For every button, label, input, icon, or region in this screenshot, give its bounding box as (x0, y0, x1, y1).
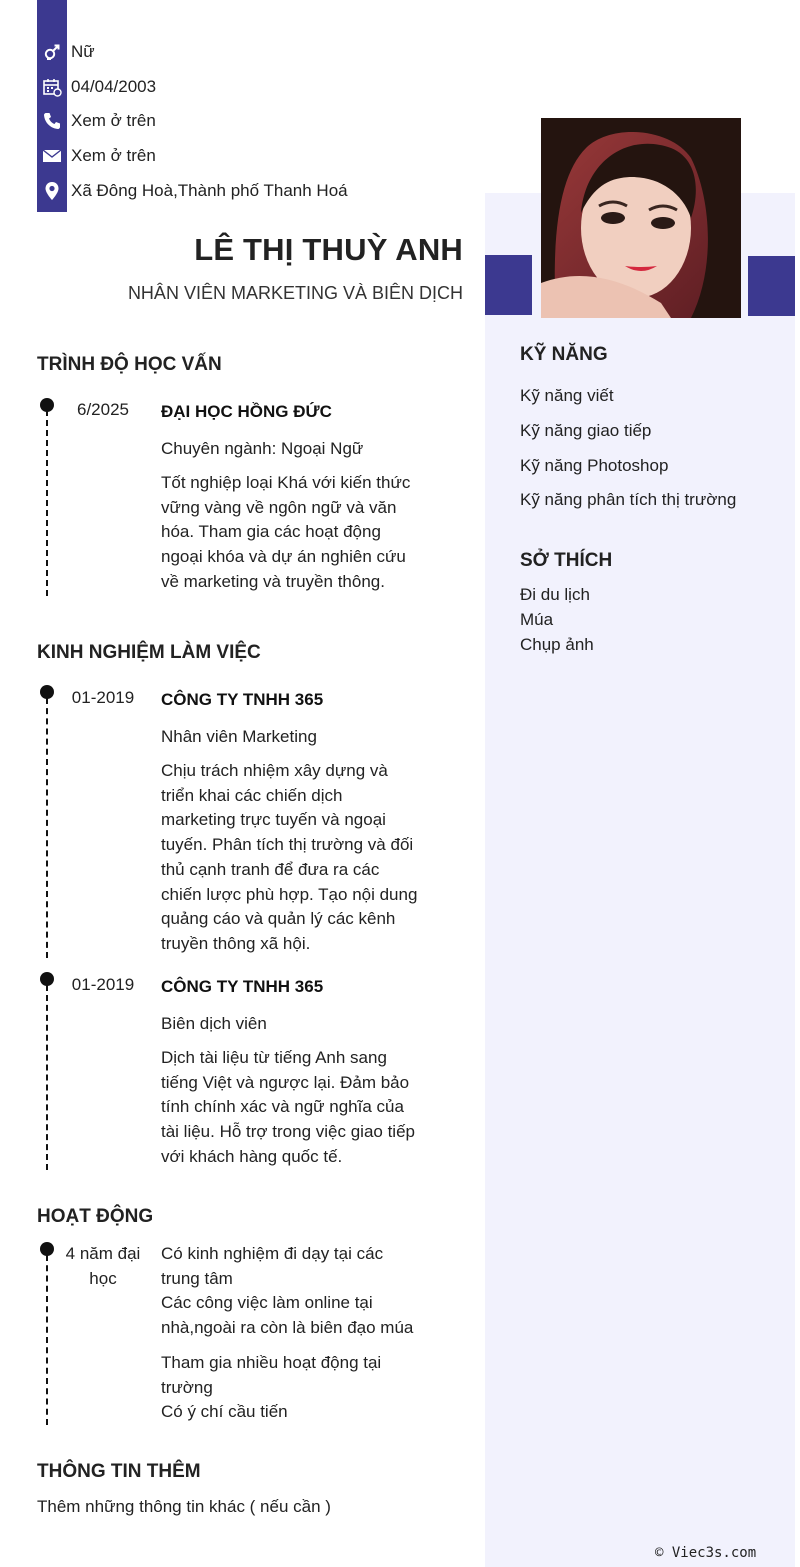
hobbies-title: SỞ THÍCH (520, 550, 613, 571)
skill-item: Kỹ năng phân tích thị trường (520, 490, 737, 509)
email-text: Xem ở trên (71, 146, 156, 165)
timeline-line (46, 410, 48, 596)
education-description: Tốt nghiệp loại Khá với kiến thức vững vàng về ngôn ngữ và văn hóa. Tham gia các hoạt động ngoại khóa và dự án nghiên cứu về marketing và truyền thông. (161, 473, 411, 591)
additional-info-title: THÔNG TIN THÊM (37, 1461, 201, 1482)
skill-item: Kỹ năng giao tiếp (520, 421, 652, 440)
company-name: CÔNG TY TNHH 365 (161, 690, 324, 709)
experience-date: 01-2019 (71, 688, 135, 707)
contact-phone (37, 106, 156, 136)
phone-text: Xem ở trên (71, 111, 156, 130)
gender-icon (37, 37, 67, 67)
photo-frame-right-block (748, 256, 795, 316)
phone-icon (37, 106, 67, 136)
hobby-item: Đi du lịch (520, 585, 590, 604)
additional-info-text: Thêm những thông tin khác ( nếu cần ) (37, 1497, 331, 1516)
location-pin-icon (37, 176, 67, 206)
timeline-line (46, 698, 48, 958)
hobby-item: Chụp ảnh (520, 635, 594, 654)
calendar-icon (37, 72, 67, 102)
education-title: TRÌNH ĐỘ HỌC VẤN (37, 354, 222, 375)
timeline-dot (40, 972, 54, 986)
contact-birthday (37, 72, 156, 102)
timeline-line (46, 985, 48, 1170)
experience-description: Chịu trách nhiệm xây dựng và triển khai các chiến dịch marketing trực tuyến và ngoại tuyến. Phân tích thị trường và đối thủ cạnh tranh để đưa ra các chiến lược phù hợp. Tạo nội dung quảng cáo và quản lý các kênh truyền thông xã hội. (161, 761, 418, 953)
timeline-dot (40, 1242, 54, 1256)
timeline-dot (40, 398, 54, 412)
contact-address (37, 176, 348, 206)
education-date: 6/2025 (77, 400, 129, 419)
major: Chuyên ngành: Ngoại Ngữ (161, 439, 364, 458)
experience-title: KINH NGHIỆM LÀM VIỆC (37, 642, 261, 663)
activity-description: Tham gia nhiều hoạt động tại trường Có ý chí cầu tiến (161, 1353, 382, 1422)
birthday-text: 04/04/2003 (71, 77, 157, 96)
experience-date: 01-2019 (71, 975, 135, 994)
hobby-item: Múa (520, 610, 554, 629)
position: Biên dịch viên (161, 1014, 267, 1033)
timeline-line (46, 1255, 48, 1425)
skill-item: Kỹ năng viết (520, 386, 614, 405)
activity-description: Có kinh nghiệm đi dạy tại các trung tâm Các công việc làm online tại nhà,ngoài ra còn là biên đạo múa (161, 1244, 414, 1338)
activities-title: HOẠT ĐỘNG (37, 1206, 154, 1227)
skill-item: Kỹ năng Photoshop (520, 456, 669, 475)
school-name: ĐẠI HỌC HỒNG ĐỨC (161, 402, 332, 421)
timeline-dot (40, 685, 54, 699)
candidate-name: LÊ THỊ THUỲ ANH (194, 232, 463, 267)
gender-text: Nữ (71, 42, 95, 61)
company-name: CÔNG TY TNHH 365 (161, 977, 324, 996)
skills-title: KỸ NĂNG (520, 344, 608, 365)
address-text: Xã Đông Hoà,Thành phố Thanh Hoá (71, 181, 348, 200)
contact-gender (37, 37, 95, 67)
copyright-text: © Viec3s.com (655, 1545, 757, 1561)
job-title: NHÂN VIÊN MARKETING VÀ BIÊN DỊCH (127, 283, 463, 303)
email-icon (37, 141, 67, 171)
experience-description: Dịch tài liệu từ tiếng Anh sang tiếng Việt và ngược lại. Đảm bảo tính chính xác và ngữ nghĩa của tài liệu. Hỗ trợ trong việc giao tiếp với khách hàng quốc tế. (161, 1048, 415, 1166)
profile-photo (541, 118, 741, 318)
contact-email (37, 141, 156, 171)
photo-frame-left-block (485, 255, 532, 315)
position: Nhân viên Marketing (161, 727, 317, 746)
activity-date: 4 năm đại học (65, 1244, 141, 1288)
